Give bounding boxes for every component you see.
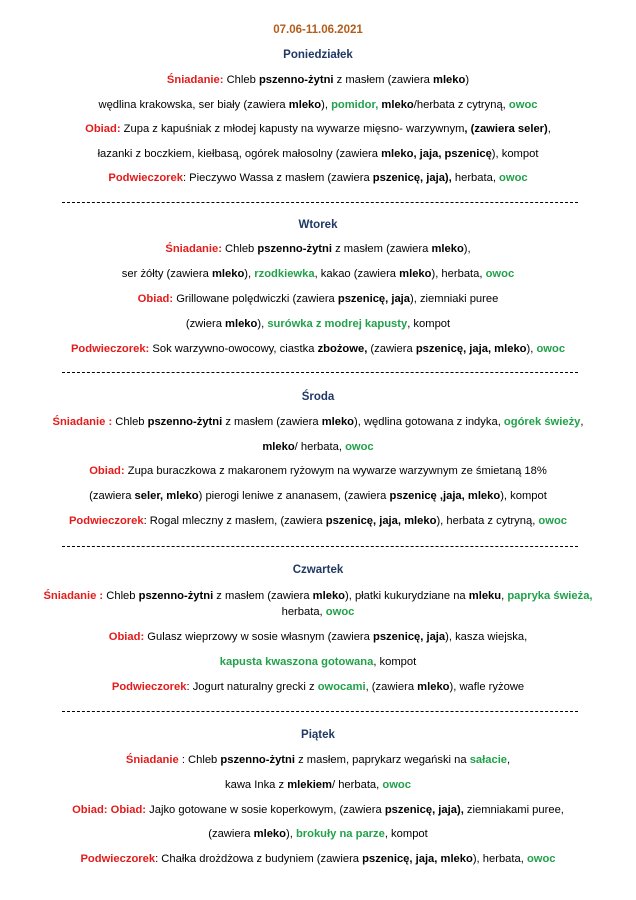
meal-label: Obiad: <box>89 465 125 477</box>
fresh-item: kapusta kwaszona gotowana <box>219 656 374 668</box>
meal-label: Podwieczorek <box>68 515 144 527</box>
allergen-text: pszenicę, jaja, mleko <box>362 853 473 865</box>
date-range-title: 07.06-11.06.2021 <box>273 24 363 36</box>
menu-text: (zawiera <box>89 490 135 502</box>
allergen-text: pszenicę, jaja, mleko <box>325 515 437 527</box>
menu-text: ), płatki kukurydziane na <box>345 590 469 602</box>
allergen-text: mleko <box>211 268 245 280</box>
menu-line <box>0 415 636 429</box>
menu-text: , kompot <box>373 656 417 668</box>
menu-text: ), kompot <box>500 490 547 502</box>
menu-text: , kompot <box>384 828 428 840</box>
menu-line <box>0 464 636 478</box>
menu-line <box>0 630 636 644</box>
menu-line <box>0 317 636 331</box>
meal-label: Obiad: Obiad: <box>72 804 147 816</box>
allergen-text: mleko <box>381 99 414 111</box>
menu-text: , kompot <box>407 318 451 330</box>
menu-text: z masłem (zawiera <box>333 74 433 86</box>
allergen-text: mleko <box>399 268 432 280</box>
fresh-item: owoc <box>508 99 538 111</box>
menu-text: , <box>507 754 511 766</box>
allergen-text: mleko <box>262 441 295 453</box>
menu-text: : Rogal mleczny z masłem, (zawiera <box>143 515 326 527</box>
menu-line <box>0 489 636 503</box>
allergen-text: pszenno-żytni <box>138 590 214 602</box>
allergen-text: mleku <box>468 590 502 602</box>
menu-line <box>0 73 636 87</box>
menu-line <box>0 680 636 694</box>
menu-text: Chleb <box>221 243 258 255</box>
allergen-text: mleko <box>312 590 346 602</box>
menu-text: : Jogurt naturalny grecki z <box>186 681 318 693</box>
allergen-text: pszenno-żytni <box>147 416 223 428</box>
menu-text: , kakao (zawiera <box>314 268 400 280</box>
menu-text: Zupa z kapuśniak z młodej kapusty na wywarze mięsno- warzywnym <box>120 123 465 135</box>
meal-label: Śniadanie: <box>166 74 224 86</box>
day-heading-monday: Poniedziałek <box>283 49 353 61</box>
menu-text: ), <box>257 318 268 330</box>
menu-text: : Chałka drożdżowa z budyniem (zawiera <box>155 853 363 865</box>
menu-text: ), kasza wiejska, <box>445 631 528 643</box>
menu-line <box>0 171 636 185</box>
fresh-item: owoc <box>382 779 411 791</box>
meal-label: Śniadanie: <box>165 243 222 255</box>
allergen-text: pszenicę, jaja <box>337 293 411 305</box>
fresh-item: owoc <box>538 515 568 527</box>
menu-line <box>0 267 636 281</box>
fresh-item: owoc <box>485 268 515 280</box>
fresh-item: papryka świeża, <box>507 590 593 602</box>
menu-text: ), <box>321 99 332 111</box>
allergen-text: mleko <box>433 74 466 86</box>
allergen-text: mleko <box>253 828 286 840</box>
allergen-text: pszenicę, jaja <box>373 631 446 643</box>
menu-text: (zawiera <box>208 828 254 840</box>
menu-text: ) <box>465 74 470 86</box>
menu-text: Sok warzywno-owocowy, ciastka <box>149 343 318 355</box>
meal-label: Podwieczorek <box>111 681 187 693</box>
menu-line <box>0 753 636 767</box>
allergen-text: pszenicę, jaja), <box>372 172 452 184</box>
menu-text: ), ziemniaki puree <box>410 293 499 305</box>
menu-text: /herbata z cytryną, <box>413 99 509 111</box>
menu-text: wędlina krakowska, ser biały (zawiera <box>98 99 289 111</box>
menu-text: Zupa buraczkowa z makaronem ryżowym na wywarze warzywnym ze śmietaną 18% <box>124 465 547 477</box>
meal-label: Podwieczorek <box>80 853 156 865</box>
menu-text: ziemniakami puree, <box>463 804 564 816</box>
fresh-item: surówka z modrej kapusty <box>267 318 408 330</box>
menu-text: Grillowane polędwiczki (zawiera <box>173 293 338 305</box>
allergen-text: pszenicę, jaja, mleko <box>415 343 527 355</box>
meal-label: Obiad: <box>108 631 145 643</box>
menu-text: ser żółty (zawiera <box>121 268 212 280</box>
day-heading-friday: Piątek <box>301 729 335 741</box>
menu-text: ), kompot <box>491 148 539 160</box>
menu-text: , (zawiera <box>365 681 418 693</box>
menu-line <box>0 292 636 306</box>
menu-text: ), <box>244 268 255 280</box>
divider <box>62 546 578 547</box>
menu-line <box>0 342 636 356</box>
menu-line <box>0 98 636 112</box>
allergen-text: mlekiem <box>287 779 332 791</box>
meal-label: Podwieczorek <box>108 172 183 184</box>
fresh-item: sałacie <box>469 754 508 766</box>
menu-text: kawa Inka z <box>225 779 288 791</box>
menu-text: łazanki z boczkiem, kiełbasą, ogórek małosolny (zawiera <box>97 148 382 160</box>
allergen-text: mleko, jaja, pszenicę <box>381 148 492 160</box>
menu-text: ), <box>526 343 537 355</box>
menu-text: / herbata, <box>294 441 346 453</box>
divider <box>62 372 578 373</box>
menu-line <box>0 852 636 866</box>
menu-text: Gulasz wieprzowy w sosie własnym (zawiera <box>144 631 373 643</box>
menu-text: / herbata, <box>331 779 383 791</box>
allergen-text: mleko <box>321 416 355 428</box>
menu-text: , <box>580 416 584 428</box>
divider <box>62 711 578 712</box>
menu-line <box>0 514 636 528</box>
menu-text: : Pieczywo Wassa z masłem (zawiera <box>182 172 373 184</box>
menu-line <box>0 122 636 136</box>
allergen-text: mleko <box>417 681 450 693</box>
fresh-item: owocami <box>317 681 366 693</box>
menu-text: Jajko gotowane w sosie koperkowym, (zawiera <box>146 804 385 816</box>
fresh-item: owoc <box>499 172 528 184</box>
menu-line <box>0 605 636 619</box>
allergen-text: mleko <box>288 99 322 111</box>
meal-label: Obiad: <box>85 123 121 135</box>
fresh-item: ogórek świeży <box>503 416 581 428</box>
allergen-text: pszenno-żytni <box>258 74 334 86</box>
allergen-text: pszenno-żytni <box>220 754 295 766</box>
menu-line <box>0 827 636 841</box>
allergen-text: pszenicę ,jaja, mleko <box>389 490 501 502</box>
allergen-text: mleko <box>225 318 258 330</box>
menu-text: z masłem (zawiera <box>222 416 322 428</box>
meal-label: Śniadanie : <box>43 590 104 602</box>
menu-text: z masłem (zawiera <box>213 590 313 602</box>
fresh-item: owoc <box>536 343 566 355</box>
day-heading-tuesday: Wtorek <box>298 219 338 231</box>
menu-line <box>0 440 636 454</box>
allergen-text: seler, mleko <box>134 490 199 502</box>
menu-line <box>0 803 636 817</box>
menu-text: z masłem (zawiera <box>331 243 432 255</box>
menu-line <box>0 778 636 792</box>
meal-label: Śniadanie : <box>52 416 113 428</box>
allergen-text: zbożowe, <box>317 343 368 355</box>
fresh-item: owoc <box>325 606 355 618</box>
fresh-item: brokuły na parze <box>295 828 385 840</box>
day-heading-wednesday: Środa <box>301 391 335 403</box>
day-heading-thursday: Czwartek <box>292 564 344 576</box>
menu-text: ), <box>285 828 296 840</box>
menu-text: , <box>501 590 508 602</box>
menu-text: : Chleb <box>178 754 221 766</box>
menu-text: ) pierogi leniwe z ananasem, (zawiera <box>198 490 390 502</box>
fresh-item: pomidor, <box>331 99 379 111</box>
menu-text: herbata, <box>281 606 326 618</box>
menu-text: ), herbata, <box>472 853 527 865</box>
menu-text: (zwiera <box>185 318 226 330</box>
allergen-text: , (zawiera seler) <box>464 123 548 135</box>
fresh-item: owoc <box>526 853 556 865</box>
meal-label: Śniadanie <box>125 754 179 766</box>
menu-line <box>0 589 636 603</box>
menu-line <box>0 242 636 256</box>
meal-label: Obiad: <box>137 293 174 305</box>
allergen-text: mleko <box>431 243 464 255</box>
allergen-text: pszenno-żytni <box>257 243 332 255</box>
menu-text: herbata, <box>451 172 500 184</box>
menu-text: Chleb <box>223 74 259 86</box>
divider <box>62 202 578 203</box>
menu-text: Chleb <box>103 590 139 602</box>
fresh-item: owoc <box>345 441 374 453</box>
allergen-text: pszenicę, jaja), <box>384 804 464 816</box>
menu-text: ), wafle ryżowe <box>449 681 525 693</box>
menu-text: , <box>547 123 551 135</box>
menu-text: (zawiera <box>367 343 416 355</box>
menu-line <box>0 147 636 161</box>
fresh-item: rzodkiewka <box>254 268 315 280</box>
menu-text: ), <box>463 243 471 255</box>
menu-text: Chleb <box>112 416 148 428</box>
menu-text: ), herbata, <box>431 268 486 280</box>
menu-line <box>0 655 636 669</box>
meal-label: Podwieczorek: <box>70 343 150 355</box>
menu-text: ), herbata z cytryną, <box>436 515 539 527</box>
menu-text: ), wędlina gotowana z indyka, <box>354 416 504 428</box>
menu-text: z masłem, paprykarz wegański na <box>294 754 470 766</box>
